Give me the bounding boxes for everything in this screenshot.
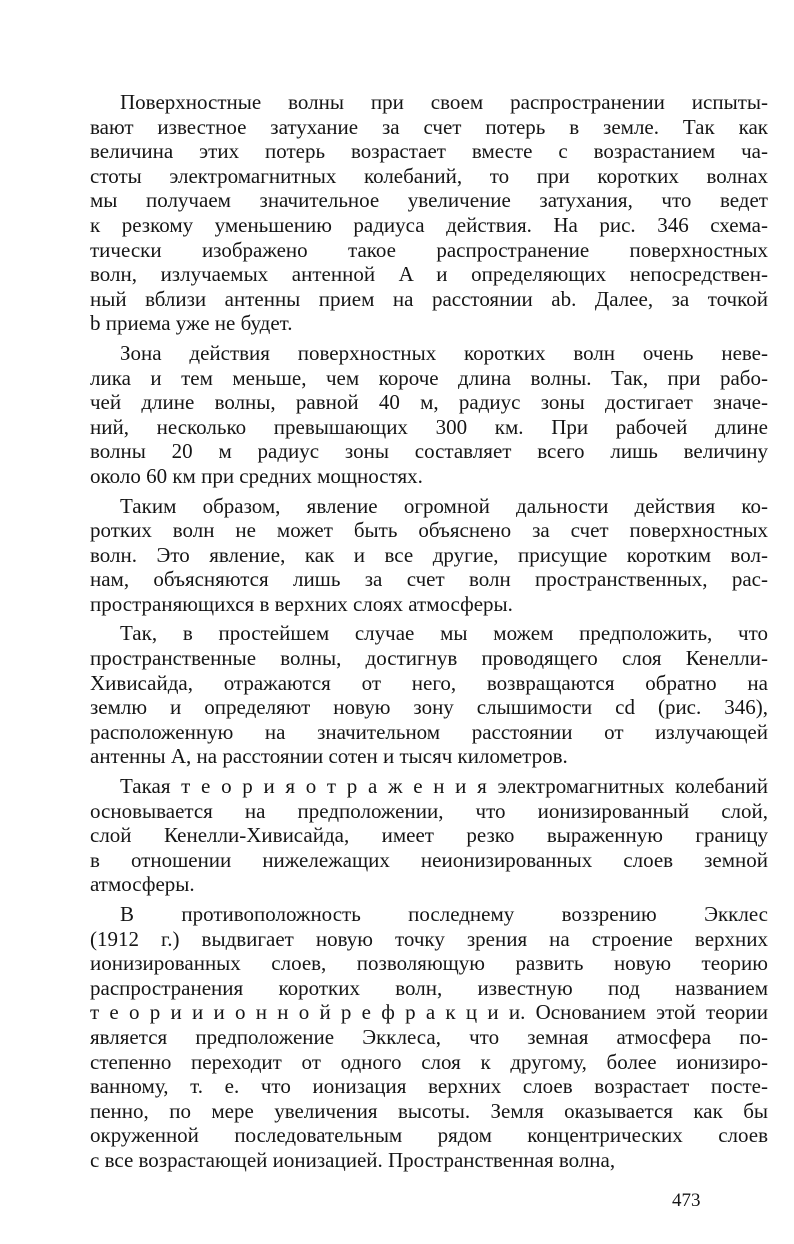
text-line: распространения коротких волн, известную под названием [90,975,768,1000]
text-line: мы получаем значительное увеличение затухания, что ведет [90,188,768,213]
text-line: ротких волн не может быть объяснено за счет поверхностных [90,518,768,543]
text-line: величина этих потерь возрастает вместе с возрастанием ча- [90,139,768,164]
text-line: чей длине волны, равной 40 м, радиус зоны достигает значе- [90,390,768,415]
paragraph [90,341,768,489]
text-line: с все возрастающей ионизацией. Пространственная волна, [90,1147,616,1172]
paragraph [90,902,768,1173]
text-line: волны 20 м радиус зоны составляет всего лишь величину [90,439,768,464]
text-line: Поверхностные волны при своем распространении испыты- [120,90,768,114]
text-line: ионизированных слоев, позволяющую развить новую теорию [90,951,768,976]
text-line: ванному, т. е. что ионизация верхних слоев возрастает посте- [90,1074,768,1099]
text-line: около 60 км при средних мощностях. [90,463,423,488]
paragraph [90,494,768,617]
text-line: пространяющихся в верхних слоях атмосферы. [90,591,513,616]
text-line: пенно, по мере увеличения высоты. Земля оказывается как бы [90,1098,768,1123]
text-line: окруженной последовательным рядом концентрических слоев [90,1123,768,1148]
text-line: лика и тем меньше, чем короче длина волны. Так, при рабо- [90,365,768,390]
text-line: Хивисайда, отражаются от него, возвращаются обратно на [90,670,768,695]
text-line: расположенную на значительном расстоянии от излучающей [90,719,768,744]
text-line: слой Кенелли-Хивисайда, имеет резко выраженную границу [90,823,768,848]
text-line: волн, излучаемых антенной A и определяющих непосредствен- [90,262,768,287]
text-line: стоты электромагнитных колебаний, то при коротких волнах [90,163,768,188]
text-line: b приема уже не будет. [90,311,293,336]
text-line: антенны A, на расстоянии сотен и тысяч километров. [90,744,568,769]
text-line: нам, объясняются лишь за счет волн пространственных, рас- [90,567,768,592]
page-body [90,90,768,1178]
paragraph [90,90,768,336]
text-line: вают известное затухание за счет потерь в земле. Так как [90,114,768,139]
text-line: Зона действия поверхностных коротких волн очень неве- [120,340,768,365]
text-line: т е о р и и и о н н о й р е ф р а к ц и и. Основанием этой теории [90,1000,768,1025]
text-line: Такая т е о р и я о т р а ж е н и я электромагнитных колебаний [120,774,768,799]
text-line: является предположение Экклеса, что земная атмосфера по- [90,1024,768,1049]
text-line: пространственные волны, достигнув проводящего слоя Кенелли- [90,646,768,671]
text-line: Таким образом, явление огромной дальности действия ко- [120,493,768,518]
paragraph [90,774,768,897]
text-line: В противоположность последнему воззрению Экклес [120,902,768,926]
text-line: ный вблизи антенны прием на расстоянии ab. Далее, за точкой [90,286,768,311]
text-line: (1912 г.) выдвигает новую точку зрения на строение верхних [90,926,768,951]
text-line: Так, в простейшем случае мы можем предположить, что [120,621,768,646]
text-line: к резкому уменьшению радиуса действия. На рис. 346 схема- [90,212,768,237]
paragraph [90,621,768,769]
text-line: ний, несколько превышающих 300 км. При рабочей длине [90,414,768,439]
text-line: землю и определяют новую зону слышимости cd (рис. 346), [90,695,768,720]
text-line: степенно переходит от одного слоя к другому, более ионизиро- [90,1049,768,1074]
text-line: тически изображено такое распространение поверхностных [90,237,768,262]
text-line: основывается на предположении, что ионизированный слой, [90,798,768,823]
page-number: 473 [672,1190,701,1211]
text-line: в отношении нижележащих неионизированных слоев земной [90,847,768,872]
text-line: волн. Это явление, как и все другие, присущие коротким вол- [90,542,768,567]
text-line: атмосферы. [90,872,195,897]
